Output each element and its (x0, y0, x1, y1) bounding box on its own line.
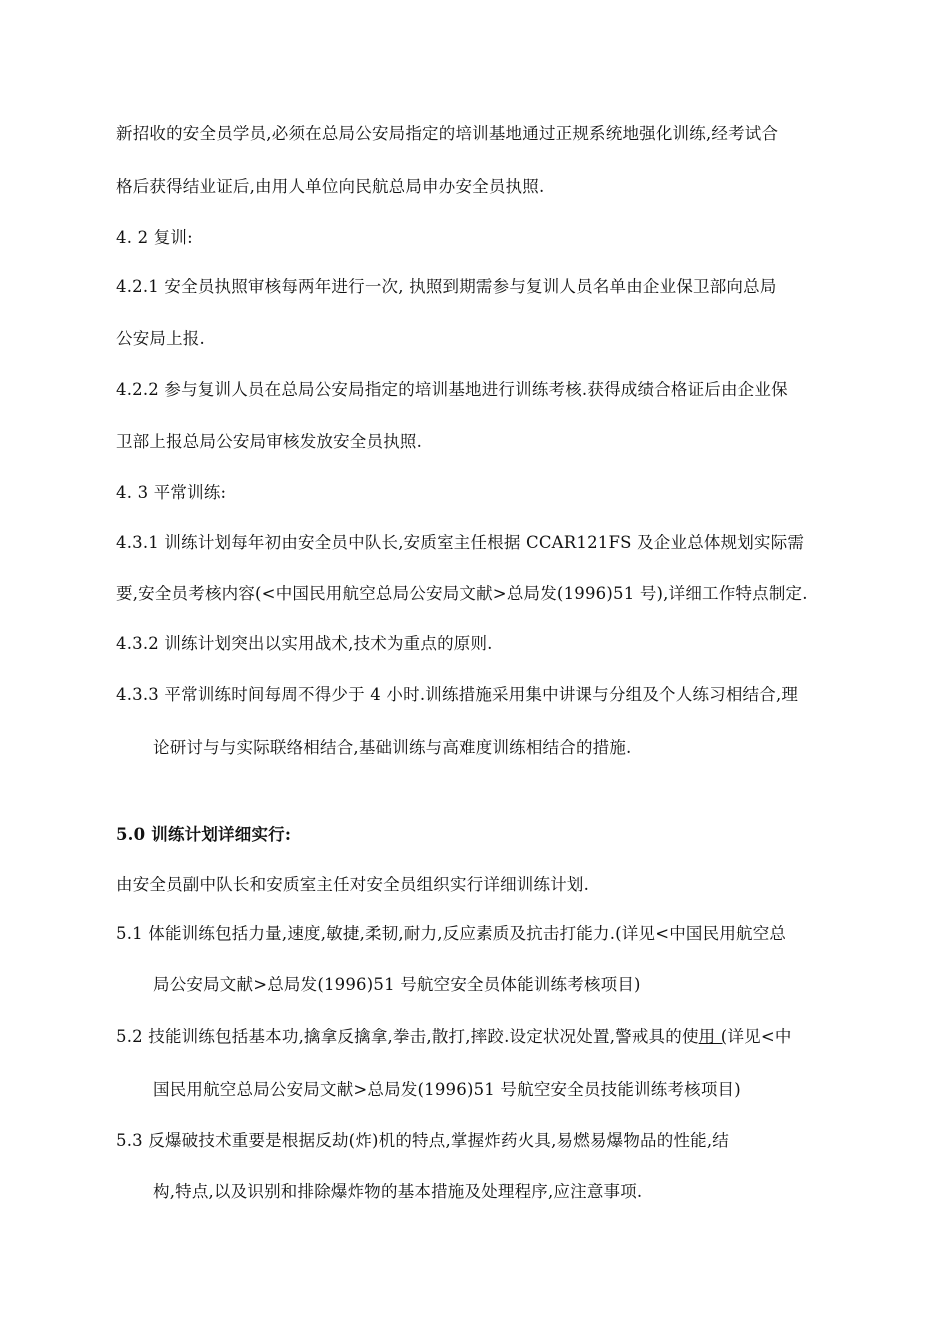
paragraph-line: 要,安全员考核内容(<中国民用航空总局公安局文献>总局发(1996)51 号),详细工作特点制定. (116, 584, 808, 603)
section-heading-4-3: 4. 3 平常训练: (116, 483, 227, 502)
line-text-post: 详见<中 (727, 1027, 792, 1046)
paragraph-line: 格后获得结业证后,由用人单位向民航总局申办安全员执照. (116, 177, 545, 196)
paragraph-line: 国民用航空总局公安局文献>总局发(1996)51 号航空安全员技能训练考核项目) (153, 1080, 741, 1099)
paragraph-line: 卫部上报总局公安局审核发放安全员执照. (116, 432, 423, 451)
paragraph-line: 由安全员副中队长和安质室主任对安全员组织实行详细训练计划. (116, 875, 590, 894)
section-heading-5-0: 5.0 训练计划详细实行: (116, 825, 292, 844)
paragraph-line: 4.2.1 安全员执照审核每两年进行一次, 执照到期需参与复训人员名单由企业保卫部向总局 (116, 277, 777, 296)
underlined-text: 用 ( (698, 1027, 728, 1046)
paragraph-line (116, 1025, 792, 1049)
paragraph-line: 论研讨与与实际联络相结合,基础训练与高难度训练相结合的措施. (153, 738, 632, 757)
paragraph-line: 4.3.1 训练计划每年初由安全员中队长,安质室主任根据 CCAR121FS 及企业总体规划实际需 (116, 533, 805, 552)
paragraph-line: 4.3.2 训练计划突出以实用战术,技术为重点的原则. (116, 634, 493, 653)
line-text-pre: 5.2 技能训练包括基本功,擒拿反擒拿,拳击,散打,摔跤.设定状况处置,警戒具的使 (116, 1027, 699, 1046)
paragraph-line: 5.1 体能训练包括力量,速度,敏捷,柔韧,耐力,反应素质及抗击打能力.(详见<中国民用航空总 (116, 924, 787, 943)
paragraph-line: 4.3.3 平常训练时间每周不得少于 4 小时.训练措施采用集中讲课与分组及个人练习相结合,理 (116, 685, 799, 704)
paragraph-line: 5.3 反爆破技术重要是根据反劫(炸)机的特点,掌握炸药火具,易燃易爆物品的性能,结 (116, 1131, 729, 1150)
paragraph-line: 新招收的安全员学员,必须在总局公安局指定的培训基地通过正规系统地强化训练,经考试合 (116, 124, 779, 143)
paragraph-line: 构,特点,以及识别和排除爆炸物的基本措施及处理程序,应注意事项. (153, 1182, 643, 1201)
paragraph-line: 局公安局文献>总局发(1996)51 号航空安全员体能训练考核项目) (153, 975, 641, 994)
paragraph-line: 公安局上报. (116, 329, 205, 348)
paragraph-line: 4.2.2 参与复训人员在总局公安局指定的培训基地进行训练考核.获得成绩合格证后由企业保 (116, 380, 788, 399)
section-heading-4-2: 4. 2 复训: (116, 228, 193, 247)
